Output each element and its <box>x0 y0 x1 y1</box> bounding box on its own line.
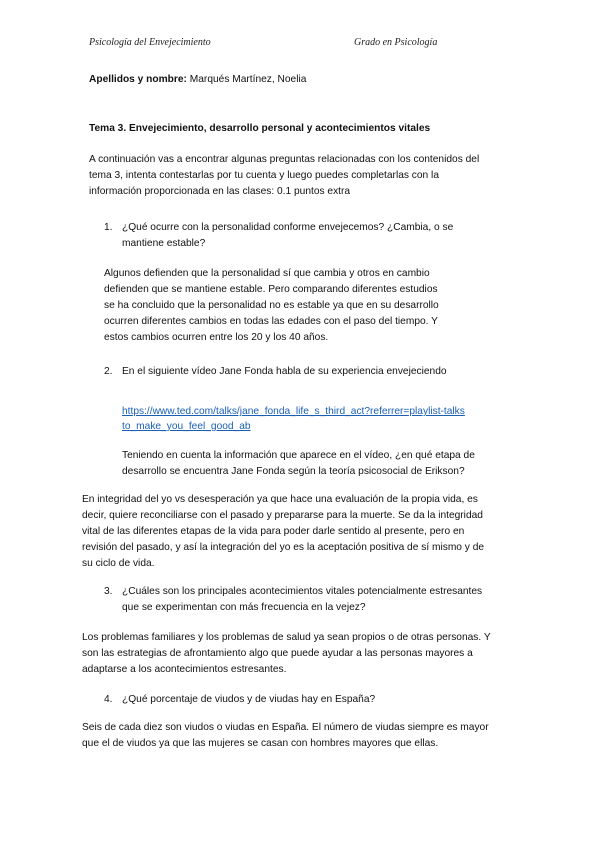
answer-1-line: se ha concluido que la personalidad no es estable ya que en su desarrollo <box>104 300 439 311</box>
question-2-followup: desarrollo se encuentra Jane Fonda según la teoría psicosocial de Erikson? <box>122 466 465 477</box>
answer-3-line: son las estrategias de afrontamiento algo que puede ayudar a las personas mayores a <box>82 648 473 659</box>
topic-title: Tema 3. Envejecimiento, desarrollo personal y acontecimientos vitales <box>89 123 431 134</box>
student-name: Marqués Martínez, Noelia <box>189 74 307 85</box>
answer-4-line: Seis de cada diez son viudos o viudas en España. El número de viudas siempre es mayor <box>82 722 489 733</box>
question-2-text: En el siguiente vídeo Jane Fonda habla de su experiencia envejeciendo <box>122 366 447 377</box>
question-3-text: ¿Cuáles son los principales acontecimientos vitales potencialmente estresantes <box>122 586 483 597</box>
intro-line: información proporcionada en las clases: 0.1 puntos extra <box>89 186 351 197</box>
answer-2-line: su ciclo de vida. <box>82 558 155 569</box>
question-number: 2. <box>104 366 113 377</box>
intro-line: A continuación vas a encontrar algunas preguntas relacionadas con los contenidos del <box>89 154 480 165</box>
question-1-text: mantiene estable? <box>122 238 206 249</box>
answer-1-line: defienden que se mantiene estable. Pero comparando diferentes estudios <box>104 284 438 295</box>
question-number: 1. <box>104 222 113 233</box>
video-link[interactable]: https://www.ted.com/talks/jane_fonda_life_s_third_act?referrer=playlist-talks <box>122 406 465 417</box>
header-course: Psicología del Envejecimiento <box>89 37 211 48</box>
answer-2-line: decir, quiere reconciliarse con el pasado y prepararse para la muerte. Se da la integridad <box>82 510 483 521</box>
answer-4-line: que el de viudos ya que las mujeres se casan con hombres mayores que ellas. <box>82 738 439 749</box>
intro-line: tema 3, intenta contestarlas por tu cuenta y luego puedes completarlas con la <box>89 170 439 181</box>
student-label: Apellidos y nombre: <box>89 74 187 85</box>
student-line <box>89 72 306 88</box>
question-2-followup: Teniendo en cuenta la información que aparece en el vídeo, ¿en qué etapa de <box>122 450 475 461</box>
answer-2-line: revisión del pasado, y así la integración del yo es la aceptación positiva de sí mismo y de <box>82 542 485 553</box>
answer-1-line: Algunos defienden que la personalidad sí que cambia y otros en cambio <box>104 268 430 279</box>
answer-2-line: En integridad del yo vs desesperación ya que hace una evaluación de la propia vida, es <box>82 494 478 505</box>
question-3-text: que se experimentan con más frecuencia en la vejez? <box>122 602 366 613</box>
video-link[interactable]: to_make_you_feel_good_ab <box>122 421 251 432</box>
answer-2-line: vital de las diferentes etapas de la vida para poder darle sentido al presente, pero en <box>82 526 465 537</box>
answer-1-line: ocurren diferentes cambios en todas las edades con el paso del tiempo. Y <box>104 316 438 327</box>
question-number: 4. <box>104 694 113 705</box>
answer-3-line: adaptarse a los acontecimientos estresantes. <box>82 664 287 675</box>
question-1-text: ¿Qué ocurre con la personalidad conforme envejecemos? ¿Cambia, o se <box>122 222 454 233</box>
question-4-text: ¿Qué porcentaje de viudos y de viudas hay en España? <box>122 694 376 705</box>
answer-3-line: Los problemas familiares y los problemas de salud ya sean propios o de otras personas. Y <box>82 632 491 643</box>
question-number: 3. <box>104 586 113 597</box>
answer-1-line: estos cambios ocurren entre los 20 y los 40 años. <box>104 332 329 343</box>
header-degree: Grado en Psicología <box>354 37 438 48</box>
